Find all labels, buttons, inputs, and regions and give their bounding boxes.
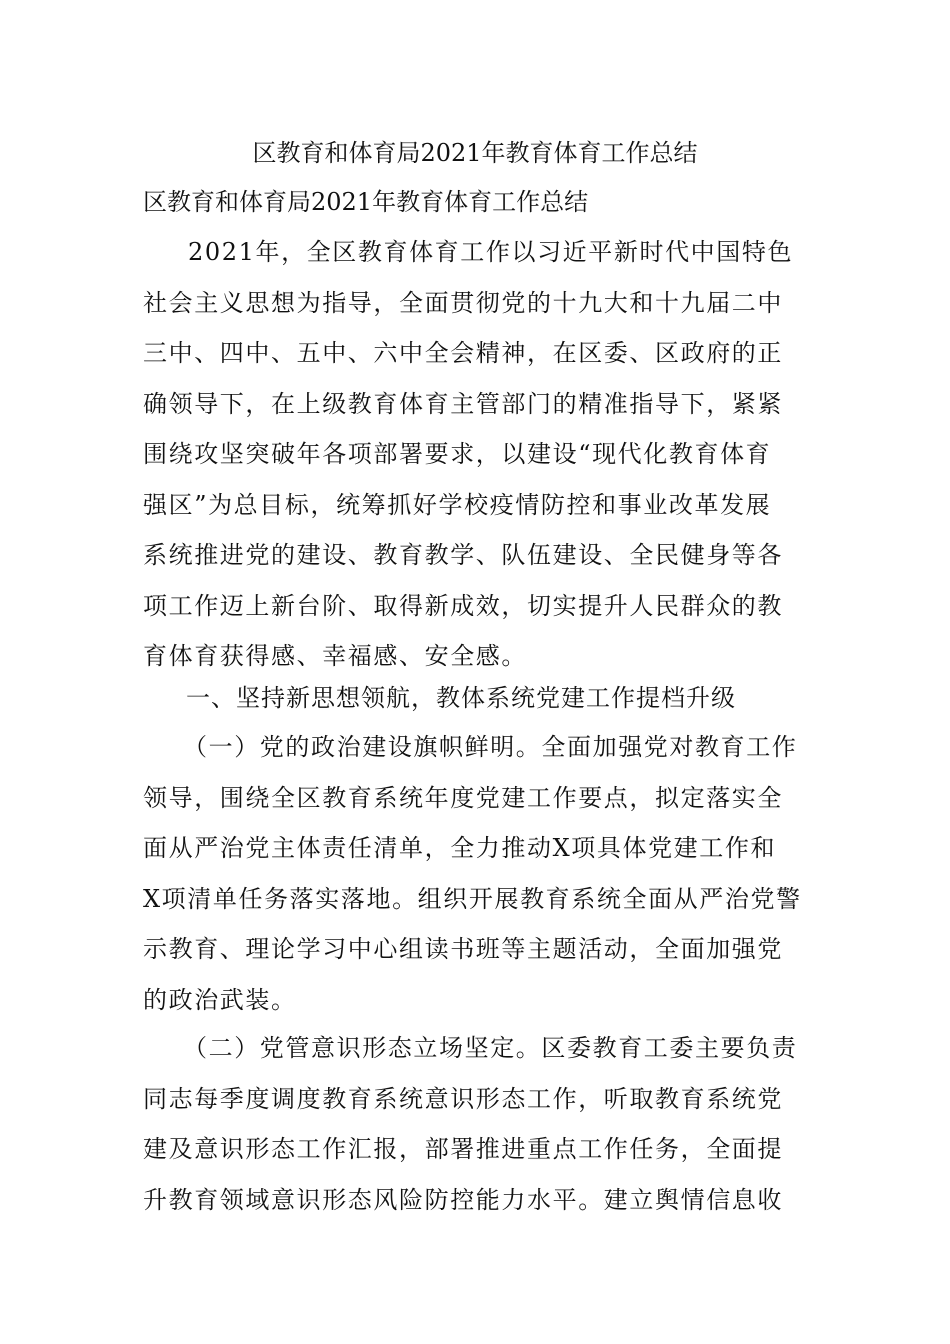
- paragraph-line: 升教育领域意识形态风险防控能力水平。建立舆情信息收: [143, 1185, 783, 1214]
- paragraph-line: 系统推进党的建设、教育教学、队伍建设、全民健身等各: [143, 541, 783, 569]
- paragraph-line: 同志每季度调度教育系统意识形态工作，听取教育系统党: [143, 1084, 783, 1113]
- paragraph-line: 三中、四中、五中、六中全会精神，在区委、区政府的正: [143, 339, 783, 367]
- paragraph-line: 强区”为总目标，统筹抓好学校疫情防控和事业改革发展: [143, 490, 772, 519]
- paragraph-line: 社会主义思想为指导，全面贯彻党的十九大和十九届二中: [143, 288, 783, 317]
- paragraph-line: 建及意识形态工作汇报，部署推进重点工作任务，全面提: [143, 1135, 783, 1163]
- document-title: 区教育和体育局2021年教育体育工作总结: [252, 139, 698, 167]
- paragraph-intro: [143, 227, 808, 682]
- section-heading-1: 一、坚持新思想领航，教体系统党建工作提档升级: [186, 684, 736, 712]
- paragraph-line: 围绕攻坚突破年各项部署要求，以建设“现代化教育体育: [143, 440, 772, 468]
- paragraph-line: 示教育、理论学习中心组读书班等主题活动，全面加强党: [143, 935, 783, 963]
- paragraph-line: （二）党管意识形态立场坚定。区委教育工委主要负责: [183, 1034, 798, 1062]
- paragraph-line: 的政治武装。: [143, 985, 297, 1014]
- paragraph-ideology: [143, 1023, 808, 1225]
- paragraph-line: 2021年，全区教育体育工作以习近平新时代中国特色: [188, 238, 794, 266]
- paragraph-line: 领导，围绕全区教育系统年度党建工作要点，拟定落实全: [143, 783, 783, 812]
- paragraph-line: X项清单任务落实落地。组织开展教育系统全面从严治党警: [143, 884, 802, 913]
- paragraph-line: 项工作迈上新台阶、取得新成效，切实提升人民群众的教: [143, 591, 783, 620]
- paragraph-political-building: [143, 722, 808, 1025]
- document-subtitle: 区教育和体育局2021年教育体育工作总结: [143, 188, 589, 216]
- paragraph-line: 面从严治党主体责任清单，全力推动X项具体党建工作和: [143, 834, 777, 862]
- paragraph-line: 育体育获得感、幸福感、安全感。: [143, 642, 527, 670]
- paragraph-line: （一）党的政治建设旗帜鲜明。全面加强党对教育工作: [183, 733, 798, 761]
- paragraph-line: 确领导下，在上级教育体育主管部门的精准指导下，紧紧: [143, 389, 783, 418]
